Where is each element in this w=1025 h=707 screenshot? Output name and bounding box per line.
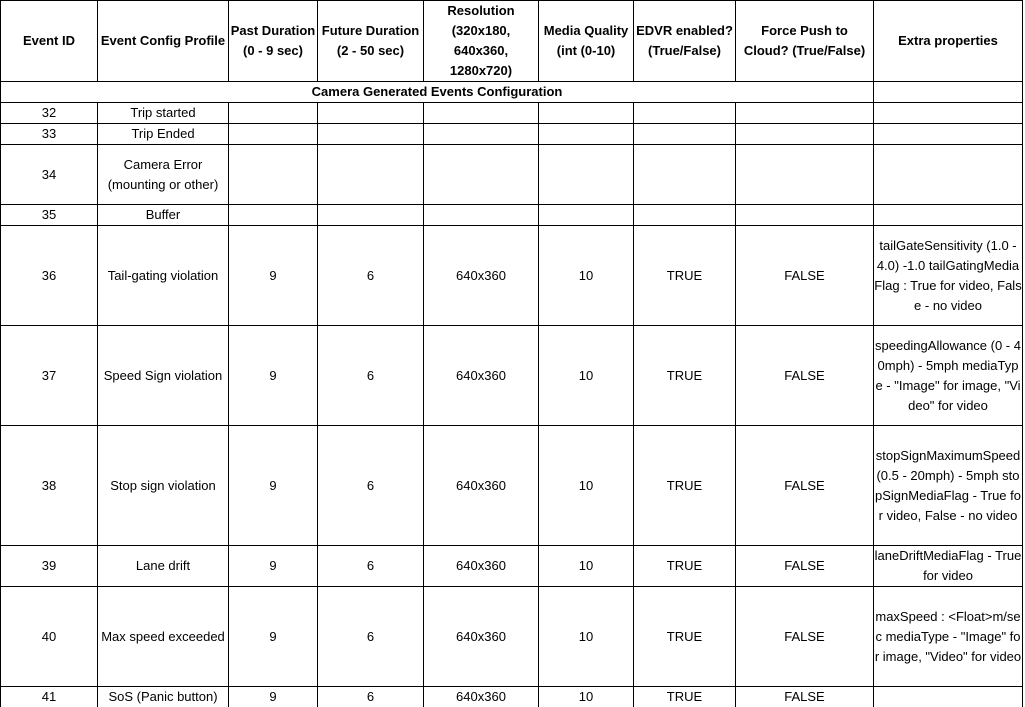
cell-past bbox=[229, 205, 318, 226]
cell-resolution: 640x360 bbox=[424, 226, 539, 326]
cell-event-id: 32 bbox=[1, 103, 98, 124]
header-event-id: Event ID bbox=[1, 1, 98, 82]
cell-resolution: 640x360 bbox=[424, 587, 539, 687]
cell-edvr: TRUE bbox=[634, 546, 736, 587]
cell-extra: maxSpeed : <Float>m/sec mediaType - "Image" for image, "Video" for video bbox=[874, 587, 1023, 687]
cell-resolution: 640x360 bbox=[424, 687, 539, 707]
cell-event-id: 35 bbox=[1, 205, 98, 226]
cell-resolution bbox=[424, 145, 539, 205]
cell-extra bbox=[874, 145, 1023, 205]
cell-extra: laneDriftMediaFlag - True for video bbox=[874, 546, 1023, 587]
cell-future bbox=[318, 145, 424, 205]
cell-event-id: 39 bbox=[1, 546, 98, 587]
header-extra: Extra properties bbox=[874, 1, 1023, 82]
cell-profile: Tail-gating violation bbox=[98, 226, 229, 326]
cell-profile: Lane drift bbox=[98, 546, 229, 587]
table-row bbox=[1, 103, 1023, 124]
header-edvr: EDVR enabled? (True/False) bbox=[634, 1, 736, 82]
cell-event-id: 34 bbox=[1, 145, 98, 205]
cell-future: 6 bbox=[318, 326, 424, 426]
table-row bbox=[1, 687, 1023, 707]
cell-edvr: TRUE bbox=[634, 226, 736, 326]
header-row bbox=[1, 1, 1023, 82]
cell-profile: Speed Sign violation bbox=[98, 326, 229, 426]
cell-future: 6 bbox=[318, 587, 424, 687]
cell-future: 6 bbox=[318, 426, 424, 546]
cell-edvr: TRUE bbox=[634, 587, 736, 687]
cell-future: 6 bbox=[318, 546, 424, 587]
table-row bbox=[1, 587, 1023, 687]
cell-quality: 10 bbox=[539, 326, 634, 426]
cell-future bbox=[318, 103, 424, 124]
cell-extra bbox=[874, 124, 1023, 145]
cell-edvr: TRUE bbox=[634, 326, 736, 426]
section-extra-cell bbox=[874, 82, 1023, 103]
cell-event-id: 37 bbox=[1, 326, 98, 426]
cell-profile: Buffer bbox=[98, 205, 229, 226]
cell-resolution bbox=[424, 124, 539, 145]
cell-resolution: 640x360 bbox=[424, 546, 539, 587]
cell-edvr bbox=[634, 103, 736, 124]
cell-event-id: 33 bbox=[1, 124, 98, 145]
cell-past: 9 bbox=[229, 226, 318, 326]
cell-push: FALSE bbox=[736, 426, 874, 546]
cell-resolution bbox=[424, 103, 539, 124]
cell-extra: tailGateSensitivity (1.0 - 4.0) -1.0 tailGatingMediaFlag : True for video, False - no video bbox=[874, 226, 1023, 326]
section-title: Camera Generated Events Configuration bbox=[1, 82, 874, 103]
cell-past: 9 bbox=[229, 546, 318, 587]
cell-extra: stopSignMaximumSpeed (0.5 - 20mph) - 5mph stopSignMediaFlag - True for video, False - no video bbox=[874, 426, 1023, 546]
cell-quality bbox=[539, 205, 634, 226]
cell-past: 9 bbox=[229, 687, 318, 707]
cell-future: 6 bbox=[318, 226, 424, 326]
cell-push: FALSE bbox=[736, 687, 874, 707]
table-row bbox=[1, 546, 1023, 587]
cell-push bbox=[736, 103, 874, 124]
table-row bbox=[1, 145, 1023, 205]
cell-resolution bbox=[424, 205, 539, 226]
cell-resolution: 640x360 bbox=[424, 426, 539, 546]
header-past-duration: Past Duration (0 - 9 sec) bbox=[229, 1, 318, 82]
cell-future bbox=[318, 205, 424, 226]
cell-push: FALSE bbox=[736, 546, 874, 587]
table-row bbox=[1, 124, 1023, 145]
cell-quality bbox=[539, 145, 634, 205]
cell-future: 6 bbox=[318, 687, 424, 707]
cell-past: 9 bbox=[229, 587, 318, 687]
cell-event-id: 40 bbox=[1, 587, 98, 687]
cell-push bbox=[736, 145, 874, 205]
table-row bbox=[1, 326, 1023, 426]
cell-event-id: 36 bbox=[1, 226, 98, 326]
cell-quality: 10 bbox=[539, 226, 634, 326]
cell-resolution: 640x360 bbox=[424, 326, 539, 426]
cell-past: 9 bbox=[229, 426, 318, 546]
cell-push: FALSE bbox=[736, 226, 874, 326]
cell-profile: Trip started bbox=[98, 103, 229, 124]
cell-edvr: TRUE bbox=[634, 687, 736, 707]
cell-push bbox=[736, 205, 874, 226]
cell-edvr bbox=[634, 145, 736, 205]
table-row bbox=[1, 426, 1023, 546]
cell-push: FALSE bbox=[736, 587, 874, 687]
table-row bbox=[1, 226, 1023, 326]
cell-past bbox=[229, 145, 318, 205]
cell-edvr: TRUE bbox=[634, 426, 736, 546]
cell-quality bbox=[539, 103, 634, 124]
cell-profile: Trip Ended bbox=[98, 124, 229, 145]
cell-profile: Stop sign violation bbox=[98, 426, 229, 546]
header-force-push: Force Push to Cloud? (True/False) bbox=[736, 1, 874, 82]
cell-extra bbox=[874, 205, 1023, 226]
cell-past: 9 bbox=[229, 326, 318, 426]
header-media-quality: Media Quality (int (0-10) bbox=[539, 1, 634, 82]
cell-quality: 10 bbox=[539, 546, 634, 587]
cell-quality bbox=[539, 124, 634, 145]
header-future-duration: Future Duration (2 - 50 sec) bbox=[318, 1, 424, 82]
cell-quality: 10 bbox=[539, 426, 634, 546]
cell-profile: Max speed exceeded bbox=[98, 587, 229, 687]
cell-past bbox=[229, 124, 318, 145]
cell-push: FALSE bbox=[736, 326, 874, 426]
cell-quality: 10 bbox=[539, 687, 634, 707]
cell-event-id: 38 bbox=[1, 426, 98, 546]
cell-event-id: 41 bbox=[1, 687, 98, 707]
cell-edvr bbox=[634, 205, 736, 226]
cell-push bbox=[736, 124, 874, 145]
table-row bbox=[1, 205, 1023, 226]
cell-extra: speedingAllowance (0 - 40mph) - 5mph mediaType - "Image" for image, "Video" for video bbox=[874, 326, 1023, 426]
cell-extra bbox=[874, 103, 1023, 124]
header-resolution: Resolution (320x180, 640x360, 1280x720) bbox=[424, 1, 539, 82]
cell-extra bbox=[874, 687, 1023, 707]
header-profile: Event Config Profile bbox=[98, 1, 229, 82]
cell-quality: 10 bbox=[539, 587, 634, 687]
cell-edvr bbox=[634, 124, 736, 145]
cell-future bbox=[318, 124, 424, 145]
cell-profile: SoS (Panic button) bbox=[98, 687, 229, 707]
section-row bbox=[1, 82, 1023, 103]
cell-past bbox=[229, 103, 318, 124]
cell-profile: Camera Error (mounting or other) bbox=[98, 145, 229, 205]
